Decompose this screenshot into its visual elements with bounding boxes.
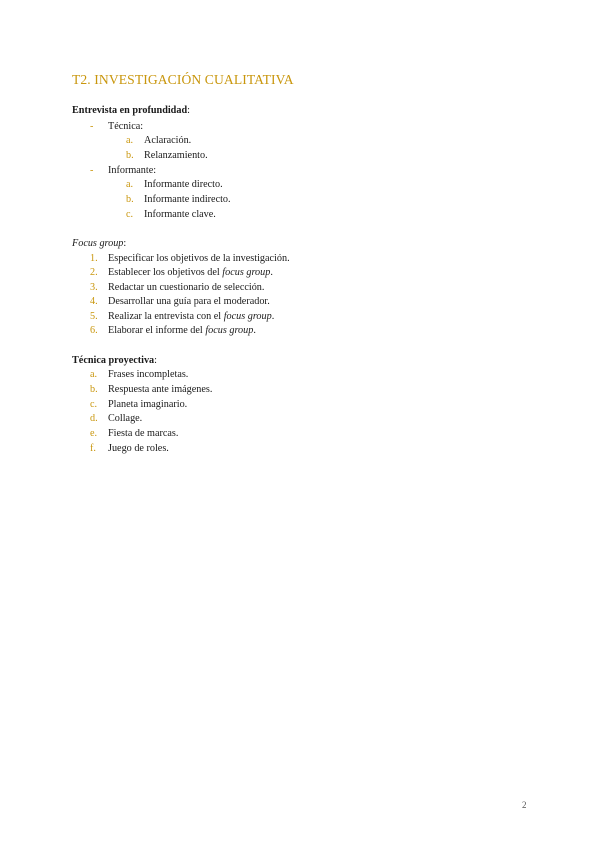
list-item bbox=[108, 310, 274, 324]
list-marker: b. bbox=[126, 150, 134, 161]
list-item: Aclaración. bbox=[144, 135, 192, 146]
item-emphasis: focus group bbox=[222, 267, 271, 278]
entrevista-heading-colon: : bbox=[187, 105, 190, 116]
item-text: Elaborar el informe del bbox=[108, 325, 206, 336]
list-marker: 6. bbox=[90, 325, 98, 336]
item-text-end: . bbox=[253, 325, 256, 336]
list-marker: f. bbox=[90, 443, 96, 454]
focus-heading-text: Focus group bbox=[72, 238, 124, 249]
page-number: 2 bbox=[522, 800, 527, 810]
list-item: Planeta imaginario. bbox=[108, 399, 188, 410]
list-item: Informante clave. bbox=[144, 209, 216, 220]
list-marker: a. bbox=[90, 369, 98, 380]
list-item: Relanzamiento. bbox=[144, 150, 208, 161]
list-item bbox=[108, 295, 270, 309]
proyectiva-heading-colon: : bbox=[154, 355, 157, 366]
item-text: Especificar los objetivos de la investigación. bbox=[108, 253, 290, 264]
group-label-informante: Informante: bbox=[108, 165, 157, 176]
list-marker: 4. bbox=[90, 296, 98, 307]
dash-bullet: - bbox=[90, 165, 94, 176]
dash-bullet: - bbox=[90, 121, 94, 132]
list-item: Juego de roles. bbox=[108, 443, 169, 454]
group-label-tecnica: Técnica: bbox=[108, 121, 144, 132]
list-marker: a. bbox=[126, 135, 134, 146]
list-marker: b. bbox=[90, 384, 98, 395]
list-marker: 3. bbox=[90, 282, 98, 293]
list-marker: b. bbox=[126, 194, 134, 205]
list-item: Informante indirecto. bbox=[144, 194, 231, 205]
item-emphasis: focus group bbox=[223, 311, 272, 322]
list-item bbox=[108, 324, 256, 338]
list-marker: d. bbox=[90, 413, 98, 424]
item-emphasis: focus group bbox=[205, 325, 254, 336]
section-heading-proyectiva bbox=[72, 354, 157, 368]
item-text: Realizar la entrevista con el bbox=[108, 311, 224, 322]
entrevista-heading-text: Entrevista en profundidad bbox=[72, 105, 188, 116]
list-marker: 2. bbox=[90, 267, 98, 278]
list-marker: a. bbox=[126, 179, 134, 190]
list-marker: e. bbox=[90, 428, 98, 439]
list-marker: 1. bbox=[90, 253, 98, 264]
item-text-end: . bbox=[270, 267, 273, 278]
list-marker: 5. bbox=[90, 311, 98, 322]
list-item: Fiesta de marcas. bbox=[108, 428, 179, 439]
item-text-end: . bbox=[271, 311, 275, 322]
list-item bbox=[108, 266, 273, 280]
item-text: Desarrollar una guía para el moderador. bbox=[108, 296, 270, 307]
page-title: T2. INVESTIGACIÓN CUALITATIVA bbox=[72, 72, 294, 87]
item-text: Establecer los objetivos del bbox=[108, 267, 223, 278]
item-text: Redactar un cuestionario de selección. bbox=[108, 282, 265, 293]
list-item: Respuesta ante imágenes. bbox=[108, 384, 213, 395]
list-item bbox=[108, 281, 264, 295]
proyectiva-heading-text: Técnica proyectiva bbox=[72, 355, 155, 366]
list-item: Collage. bbox=[108, 413, 143, 424]
list-marker: c. bbox=[90, 399, 98, 410]
section-heading-focus-group bbox=[72, 237, 126, 251]
section-heading-entrevista bbox=[72, 104, 190, 118]
list-item: Frases incompletas. bbox=[108, 369, 189, 380]
list-item bbox=[108, 252, 290, 266]
list-marker: c. bbox=[126, 209, 134, 220]
list-item: Informante directo. bbox=[144, 179, 223, 190]
focus-heading-colon: : bbox=[123, 238, 127, 249]
